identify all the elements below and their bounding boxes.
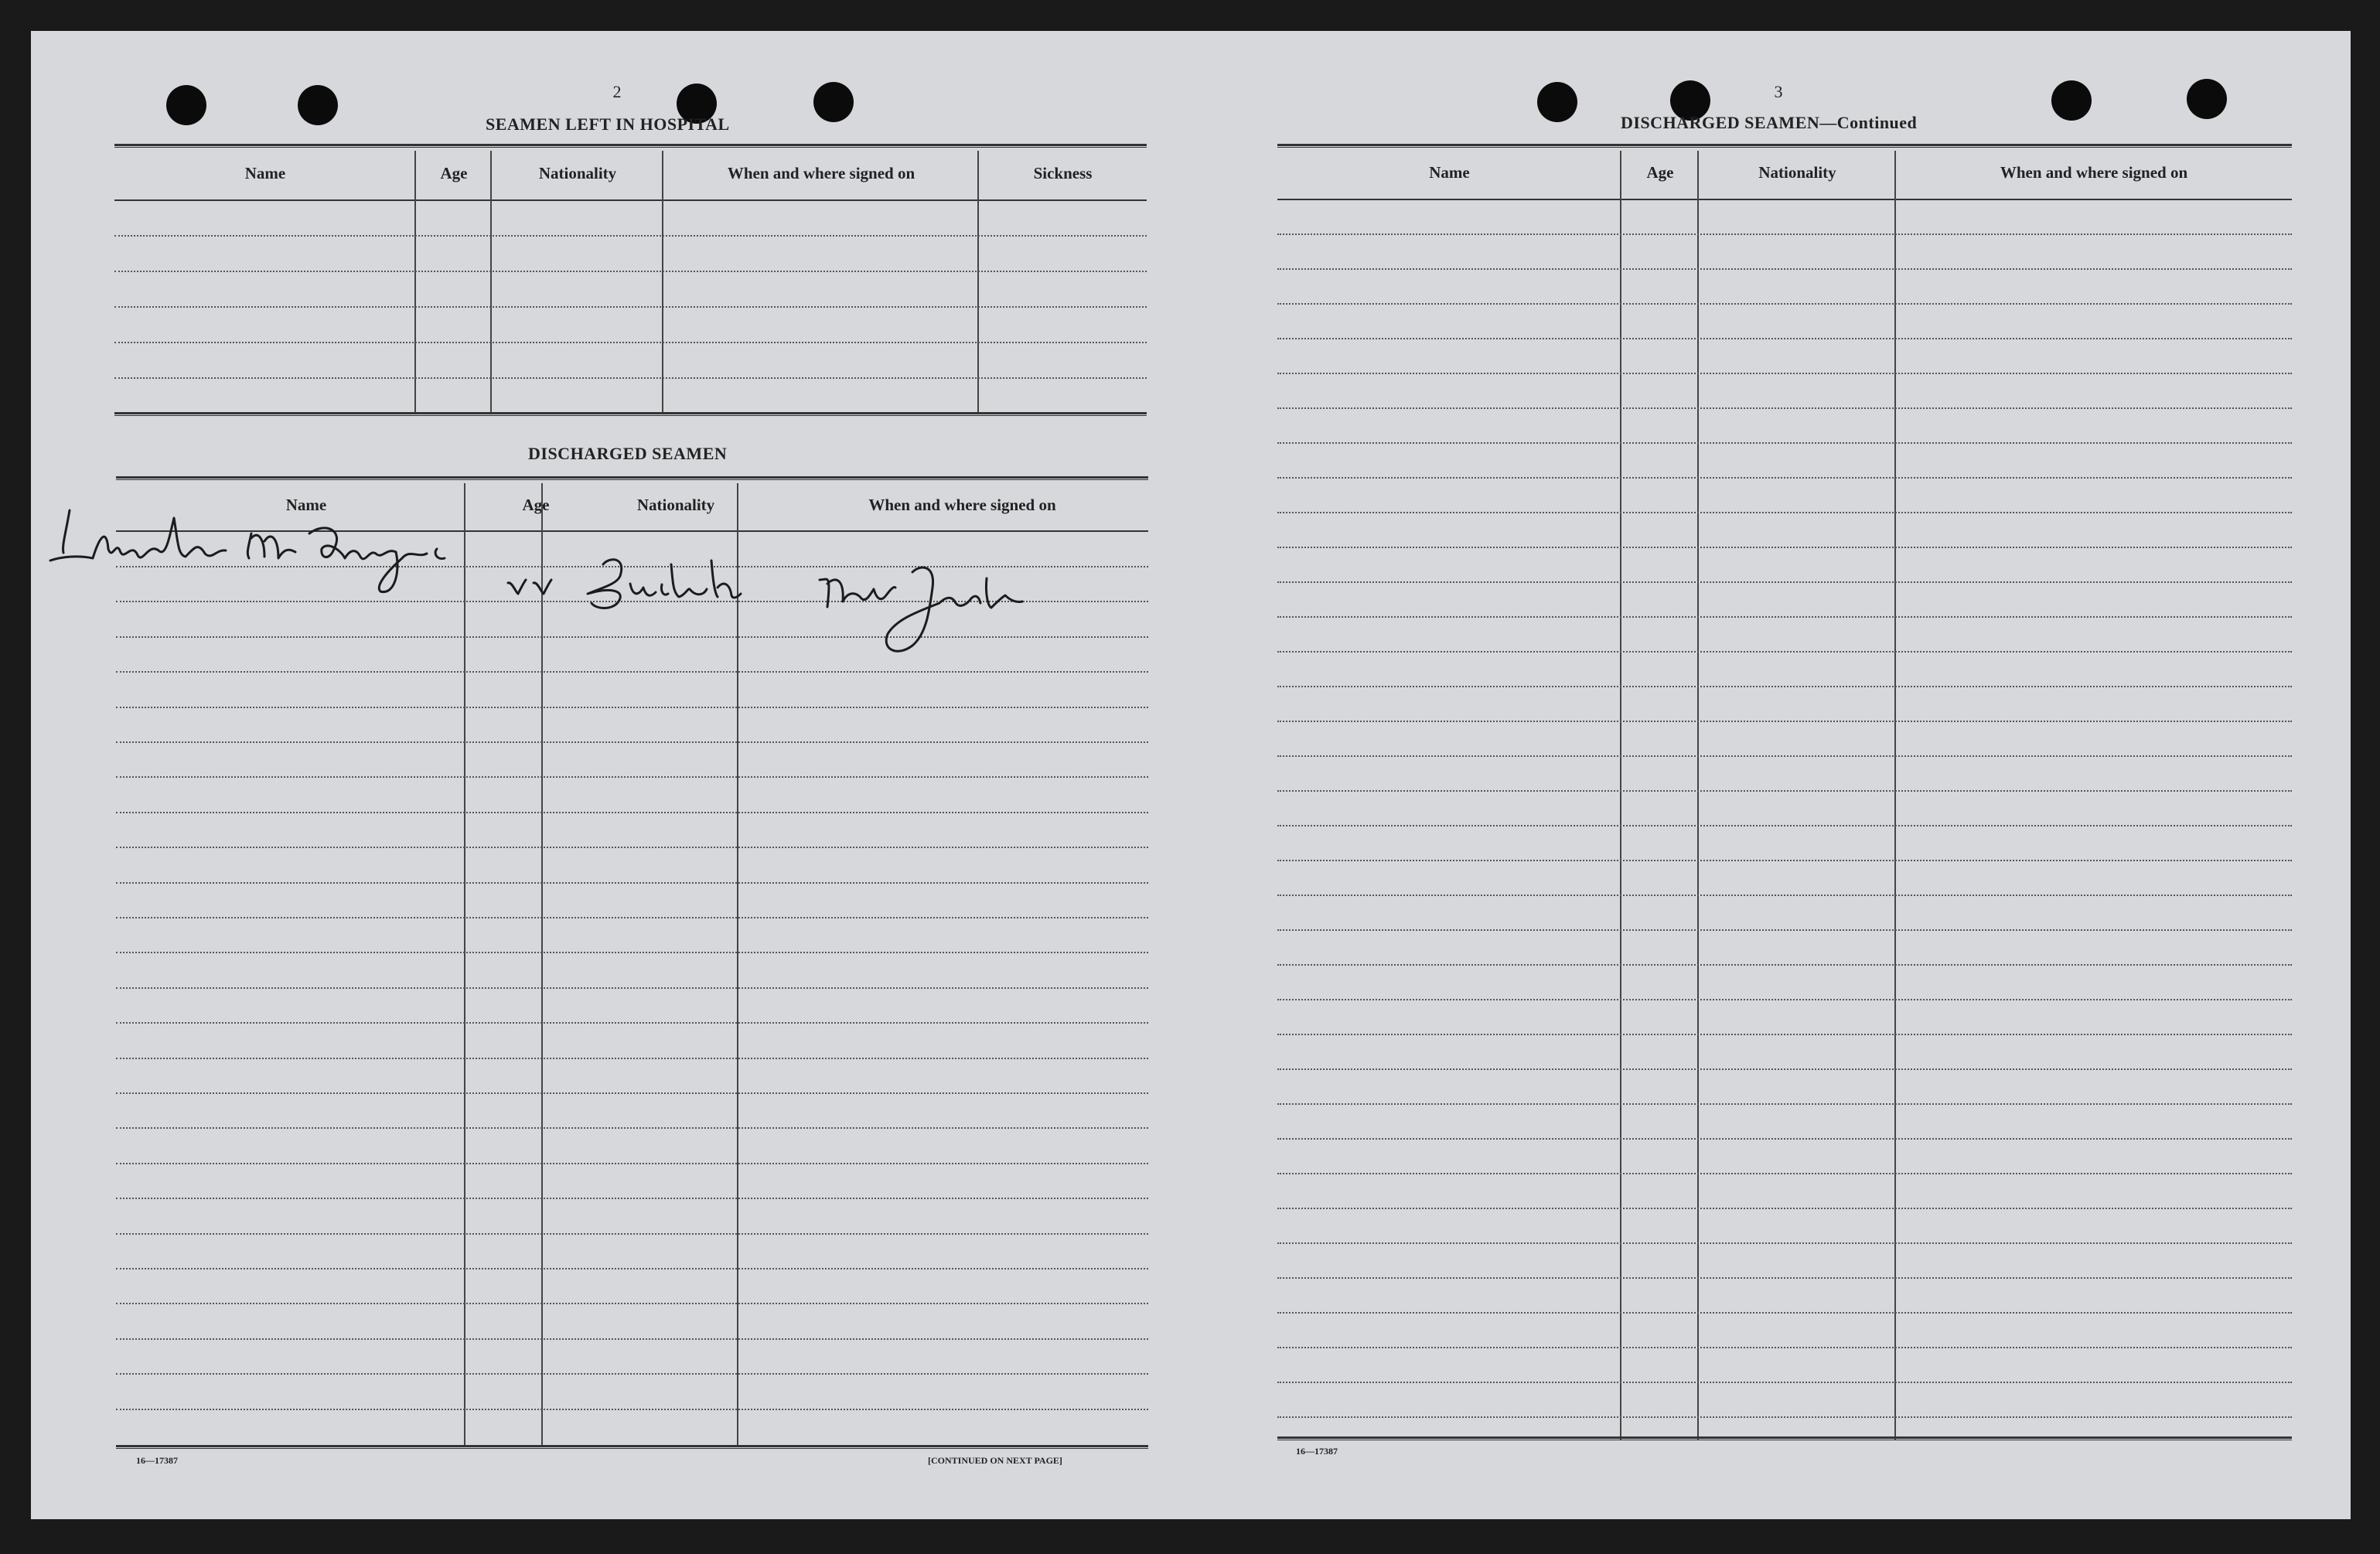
form-number-left: 16—17387	[136, 1455, 178, 1466]
row-line	[1277, 686, 2292, 687]
hospital-col-nationality: Nationality	[538, 164, 617, 182]
discharged-col-divider	[541, 483, 543, 1446]
row-line	[116, 952, 1148, 953]
row-line	[116, 1409, 1148, 1410]
form-number-right: 16—17387	[1296, 1446, 1338, 1457]
hospital-col-divider	[977, 151, 979, 414]
row-line	[1277, 755, 2292, 757]
discharged-col-divider	[737, 483, 738, 1446]
right-col-divider	[1620, 151, 1621, 1440]
row-line	[1277, 1173, 2292, 1174]
row-line	[116, 987, 1148, 989]
row-line	[116, 776, 1148, 778]
discharged-col-signed-on: When and where signed on	[868, 496, 1056, 514]
row-line	[1277, 1242, 2292, 1244]
row-line	[1277, 547, 2292, 548]
discharged-section-title: DISCHARGED SEAMEN	[528, 444, 728, 463]
row-line	[116, 1268, 1148, 1269]
punch-hole	[813, 82, 854, 122]
row-line	[1277, 512, 2292, 513]
hospital-top-rule	[114, 144, 1147, 148]
right-col-nationality: Nationality	[1758, 163, 1836, 182]
hospital-row-line	[114, 271, 1147, 272]
row-line	[1277, 651, 2292, 653]
row-line	[1277, 1068, 2292, 1070]
row-line	[1277, 442, 2292, 444]
row-line	[1277, 1138, 2292, 1140]
row-line	[1277, 1034, 2292, 1035]
discharged-col-divider	[464, 483, 465, 1446]
hospital-col-name: Name	[244, 164, 286, 182]
punch-hole	[2051, 80, 2092, 121]
hospital-col-divider	[490, 151, 492, 414]
hospital-col-divider	[414, 151, 416, 414]
row-line	[1277, 860, 2292, 861]
row-line	[1277, 825, 2292, 826]
handwritten-age	[504, 572, 566, 603]
page-number-right: 3	[1774, 82, 1783, 101]
hospital-col-signed-on: When and where signed on	[727, 164, 916, 182]
row-line	[116, 917, 1148, 918]
handwritten-signed-on	[796, 541, 1059, 657]
row-line	[116, 1303, 1148, 1304]
right-top-rule	[1277, 144, 2292, 148]
punch-hole	[2187, 79, 2227, 119]
row-line	[116, 812, 1148, 813]
row-line	[1277, 268, 2292, 270]
row-line	[1277, 1347, 2292, 1348]
right-col-divider	[1894, 151, 1896, 1440]
page-number-left: 2	[612, 82, 622, 101]
hospital-row-line	[114, 377, 1147, 379]
discharged-top-rule	[116, 476, 1148, 480]
row-line	[116, 1058, 1148, 1059]
right-col-age: Age	[1646, 163, 1674, 182]
row-line	[1277, 581, 2292, 583]
punch-hole	[166, 85, 206, 125]
row-line	[1277, 477, 2292, 479]
row-line	[116, 671, 1148, 673]
row-line	[1277, 929, 2292, 931]
row-line	[1277, 303, 2292, 305]
row-line	[116, 1092, 1148, 1094]
row-line	[116, 1198, 1148, 1199]
row-line	[1277, 338, 2292, 339]
row-line	[116, 1127, 1148, 1129]
right-header-rule	[1277, 199, 2292, 200]
hospital-col-sickness: Sickness	[1033, 164, 1093, 182]
row-line	[1277, 373, 2292, 374]
hospital-col-age: Age	[440, 164, 468, 182]
row-line	[116, 707, 1148, 708]
hospital-bottom-rule	[114, 412, 1147, 416]
right-section-title: DISCHARGED SEAMEN—Continued	[1621, 113, 1918, 132]
punch-hole	[1537, 82, 1577, 122]
row-line	[1277, 1277, 2292, 1279]
ledger-sheet	[31, 31, 2351, 1519]
row-line	[116, 1373, 1148, 1375]
row-line	[116, 1338, 1148, 1340]
row-line	[116, 882, 1148, 884]
right-col-name: Name	[1429, 163, 1470, 182]
row-line	[1277, 1103, 2292, 1105]
row-line	[1277, 1208, 2292, 1209]
right-col-divider	[1697, 151, 1699, 1440]
row-line	[116, 741, 1148, 743]
row-line	[116, 847, 1148, 848]
hospital-header-rule	[114, 199, 1147, 201]
handwritten-name	[46, 487, 464, 603]
handwritten-nationality	[572, 541, 758, 619]
row-line	[116, 1233, 1148, 1235]
row-line	[1277, 1416, 2292, 1418]
row-line	[1277, 1382, 2292, 1383]
right-col-signed-on: When and where signed on	[2000, 163, 2188, 182]
discharged-bottom-rule	[116, 1445, 1148, 1449]
hospital-row-line	[114, 306, 1147, 308]
discharged-col-age: Age	[522, 496, 550, 514]
right-bottom-rule	[1277, 1436, 2292, 1440]
row-line	[116, 1022, 1148, 1024]
row-line	[1277, 964, 2292, 966]
hospital-col-divider	[662, 151, 663, 414]
hospital-row-line	[114, 235, 1147, 237]
discharged-col-name: Name	[285, 496, 327, 514]
discharged-col-nationality: Nationality	[636, 496, 715, 514]
row-line	[1277, 233, 2292, 235]
row-line	[1277, 895, 2292, 896]
row-line	[1277, 999, 2292, 1000]
row-line	[1277, 790, 2292, 792]
continued-note: [CONTINUED ON NEXT PAGE]	[928, 1455, 1062, 1466]
hospital-row-line	[114, 342, 1147, 343]
punch-hole	[298, 85, 338, 125]
row-line	[1277, 1312, 2292, 1314]
row-line	[1277, 721, 2292, 722]
row-line	[1277, 407, 2292, 409]
row-line	[1277, 616, 2292, 618]
hospital-section-title: SEAMEN LEFT IN HOSPITAL	[486, 114, 730, 134]
row-line	[116, 1163, 1148, 1164]
